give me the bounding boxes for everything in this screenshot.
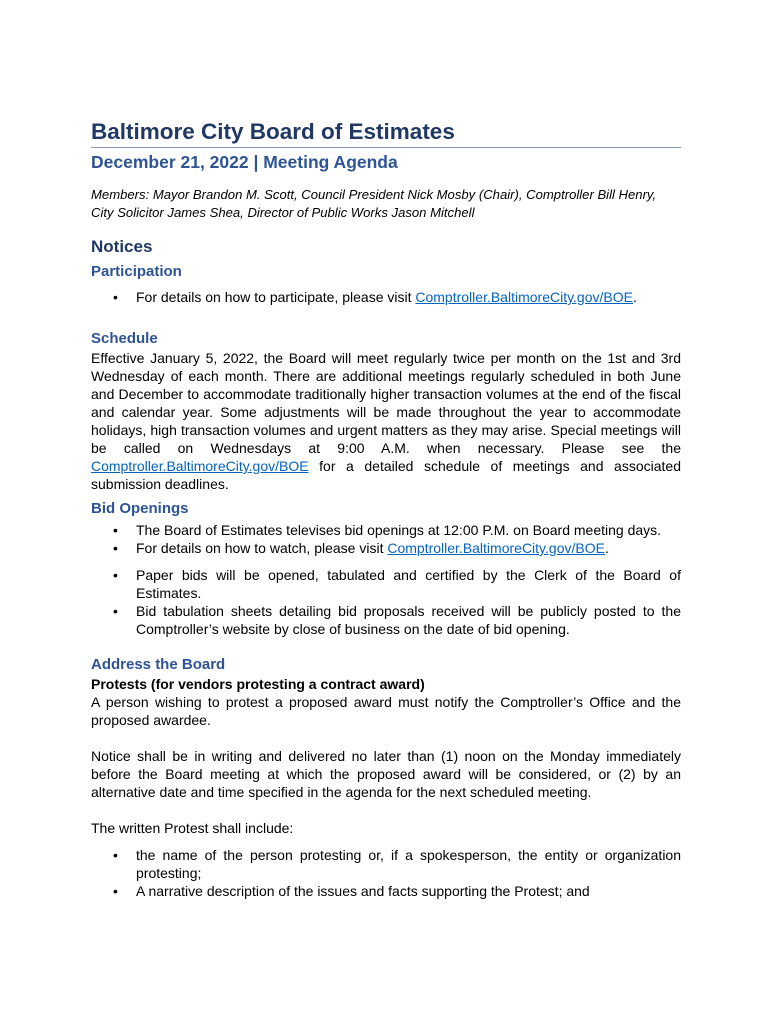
list-item [91, 566, 681, 602]
bullet-icon: • [113, 540, 118, 556]
bid-openings-link[interactable]: Comptroller.BaltimoreCity.gov/BOE [387, 540, 605, 556]
schedule-text: Effective January 5, 2022, the Board will meet regularly twice per month on the 1st and 3rd Wednesday of each month. There are additional meetings regularly scheduled in both June and December to accommodate traditionally higher transaction volumes at the end of the fiscal and calendar year. Some adjustments will be made throughout the year to accommodate holidays, high transaction volumes and urgent matters as they may arise. Special meetings will be called on Wednesdays at 9:00 A.M. when necessary. Please see the [91, 350, 681, 456]
schedule-link[interactable]: Comptroller.BaltimoreCity.gov/BOE [91, 458, 309, 474]
list-item [91, 602, 681, 638]
bid-openings-heading: Bid Openings [91, 500, 189, 517]
bullet-icon: • [113, 522, 118, 538]
protest-paragraph-1: A person wishing to protest a proposed award must notify the Comptroller’s Office and the proposed awardee. [91, 694, 681, 728]
list-item [91, 521, 681, 539]
participation-list [91, 288, 681, 306]
bullet-icon: • [113, 567, 118, 583]
list-item [91, 288, 681, 306]
list-item [91, 539, 681, 557]
bid-item-text: Bid tabulation sheets detailing bid proposals received will be publicly posted to the Comptroller’s website by close of business on the date of bid opening. [136, 603, 681, 637]
bullet-icon: • [113, 883, 118, 899]
participation-link[interactable]: Comptroller.BaltimoreCity.gov/BOE [415, 289, 633, 305]
bullet-icon: • [113, 603, 118, 619]
requirement-text: the name of the person protesting or, if a spokesperson, the entity or organization protesting; [136, 847, 681, 881]
list-item [91, 846, 681, 882]
protests-heading: Protests (for vendors protesting a contract award) [91, 676, 425, 692]
address-board-heading: Address the Board [91, 656, 226, 673]
bid-item-text: The Board of Estimates televises bid openings at 12:00 P.M. on Board meeting days. [136, 522, 662, 538]
bid-item-text: Paper bids will be opened, tabulated and certified by the Clerk of the Board of Estimates. [136, 567, 681, 601]
requirement-text: A narrative description of the issues and facts supporting the Protest; and [136, 883, 590, 899]
protest-requirements-list [91, 846, 681, 900]
bid-item-text: For details on how to watch, please visit [136, 540, 388, 556]
bullet-icon: • [113, 847, 118, 863]
participation-text: For details on how to participate, please visit [136, 289, 416, 305]
bid-openings-list [91, 521, 681, 638]
participation-heading: Participation [91, 263, 182, 280]
protest-paragraph-2: Notice shall be in writing and delivered no later than (1) noon on the Monday immediately before the Board meeting at which the proposed award will be considered, or (2) by an alternative date and time specified in the agenda for the next scheduled meeting. [91, 748, 681, 800]
schedule-text-after: for a detailed schedule of meetings and associated submission deadlines. [91, 458, 681, 492]
bullet-icon: • [113, 289, 118, 305]
document-title: Baltimore City Board of Estimates [91, 118, 681, 148]
document-subtitle: December 21, 2022 | Meeting Agenda [91, 152, 398, 172]
notices-heading: Notices [91, 237, 153, 256]
schedule-heading: Schedule [91, 330, 158, 347]
schedule-paragraph [91, 349, 681, 493]
list-item [91, 882, 681, 900]
participation-after: . [632, 289, 637, 305]
bid-item-after: . [604, 540, 609, 556]
members-list: Members: Mayor Brandon M. Scott, Council President Nick Mosby (Chair), Comptroller Bill Henry, City Solicitor James Shea, Director of Public Works Jason Mitchell [91, 187, 657, 220]
protest-paragraph-3: The written Protest shall include: [91, 820, 294, 836]
document-page [91, 118, 681, 900]
